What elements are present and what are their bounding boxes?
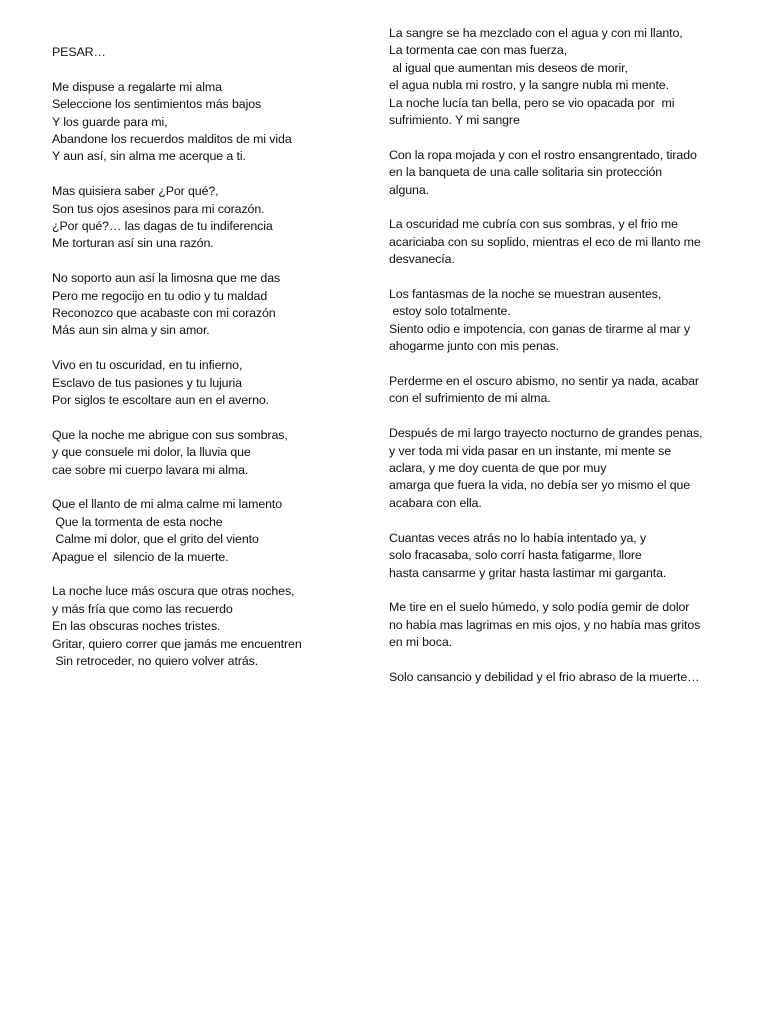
text-line: Seleccione los sentimientos más bajos — [52, 97, 262, 112]
text-line: cae sobre mi cuerpo lavara mi alma. — [52, 462, 249, 477]
text-line: el agua nubla mi rostro, y la sangre nubla mi mente. — [389, 78, 669, 93]
text-line: Sin retroceder, no quiero volver atrás. — [52, 654, 259, 669]
stanza-gap — [389, 356, 729, 373]
right-stanza — [389, 530, 729, 582]
left-stanza — [52, 427, 362, 479]
stanza-gap — [389, 652, 729, 669]
right-stanza — [389, 147, 729, 199]
text-line: Abandone los recuerdos malditos de mi vida — [52, 132, 292, 147]
text-line: con el sufrimiento de mi alma. — [389, 391, 551, 406]
text-line: Solo cansancio y debilidad y el frio abraso de la muerte… — [389, 669, 700, 684]
left-column — [52, 44, 362, 671]
text-line: al igual que aumentan mis deseos de morir, — [389, 60, 628, 75]
text-line: La oscuridad me cubría con sus sombras, y el frio me — [389, 217, 678, 232]
stanza-gap — [52, 409, 362, 426]
text-line: Vivo en tu oscuridad, en tu infierno, — [52, 358, 243, 373]
text-line: Me torturan así sin una razón. — [52, 236, 214, 251]
text-line: acariciaba con su soplido, mientras el eco de mi llanto me — [389, 234, 701, 249]
text-line: Me dispuse a regalarte mi alma — [52, 79, 222, 94]
left-stanza — [52, 270, 362, 340]
text-line: hasta cansarme y gritar hasta lastimar mi garganta. — [389, 565, 667, 580]
text-line: Perderme en el oscuro abismo, no sentir ya nada, acabar — [389, 374, 699, 389]
text-line: solo fracasaba, solo corrí hasta fatigarme, llore — [389, 548, 642, 563]
text-line: La tormenta cae con mas fuerza, — [389, 43, 568, 58]
left-stanza — [52, 583, 362, 670]
text-line: Mas quisiera saber ¿Por qué?, — [52, 184, 219, 199]
text-line: Son tus ojos asesinos para mi corazón. — [52, 201, 265, 216]
text-line: Que la noche me abrigue con sus sombras, — [52, 427, 288, 442]
stanza-gap — [389, 512, 729, 529]
text-line: ¿Por qué?… las dagas de tu indiferencia — [52, 219, 273, 234]
text-line: Después de mi largo trayecto nocturno de grandes penas, — [389, 426, 703, 441]
text-line: y más fría que como las recuerdo — [52, 601, 233, 616]
left-stanza — [52, 183, 362, 253]
text-line: Los fantasmas de la noche se muestran ausentes, — [389, 287, 662, 302]
stanza-gap — [52, 253, 362, 270]
text-line: En las obscuras noches tristes. — [52, 619, 221, 634]
text-line: acabara con ella. — [389, 495, 482, 510]
text-line: La noche luce más oscura que otras noches, — [52, 584, 295, 599]
right-stanza — [389, 425, 729, 512]
text-line: Pero me regocijo en tu odio y tu maldad — [52, 288, 268, 303]
stanza-gap — [389, 582, 729, 599]
right-stanza — [389, 599, 729, 651]
text-line: amarga que fuera la vida, no debía ser yo mismo el que — [389, 478, 691, 493]
text-line: en mi boca. — [389, 635, 452, 650]
text-line: Gritar, quiero correr que jamás me encuentren — [52, 636, 302, 651]
text-line: aclara, y me doy cuenta de que por muy — [389, 461, 607, 476]
text-line: Más aun sin alma y sin amor. — [52, 323, 210, 338]
left-stanza — [52, 79, 362, 166]
text-line: La noche lucía tan bella, pero se vio opacada por mi — [389, 95, 675, 110]
right-stanza — [389, 373, 729, 408]
stanza-gap — [52, 61, 362, 78]
stanza-gap — [52, 340, 362, 357]
text-line: Y aun así, sin alma me acerque a ti. — [52, 149, 246, 164]
poem-title: PESAR… — [52, 45, 106, 59]
stanza-gap — [389, 199, 729, 216]
text-line: sufrimiento. Y mi sangre — [389, 113, 520, 128]
text-line: Esclavo de tus pasiones y tu lujuria — [52, 375, 242, 390]
right-stanza — [389, 216, 729, 268]
text-line: La sangre se ha mezclado con el agua y con mi llanto, — [389, 26, 683, 40]
text-line: No soporto aun así la limosna que me das — [52, 271, 281, 286]
stanza-gap — [389, 269, 729, 286]
text-line: Cuantas veces atrás no lo había intentado ya, y — [389, 530, 647, 545]
stanza-gap — [52, 166, 362, 183]
text-line: Me tire en el suelo húmedo, y solo podía gemir de dolor — [389, 600, 690, 615]
stanza-gap — [389, 129, 729, 146]
text-line: Que la tormenta de esta noche — [52, 514, 223, 529]
left-stanza — [52, 496, 362, 566]
text-line: en la banqueta de una calle solitaria sin protección — [389, 165, 663, 180]
text-line: Por siglos te escoltare aun en el averno. — [52, 393, 269, 408]
text-line: Y los guarde para mi, — [52, 114, 168, 129]
text-line: ahogarme junto con mis penas. — [389, 339, 559, 354]
text-line: y ver toda mi vida pasar en un instante, mi mente se — [389, 443, 671, 458]
right-stanza — [389, 286, 729, 356]
right-stanza — [389, 669, 729, 686]
stanza-gap — [52, 566, 362, 583]
right-column — [389, 25, 729, 686]
right-stanza — [389, 25, 729, 129]
text-line: Siento odio e impotencia, con ganas de tirarme al mar y — [389, 321, 690, 336]
text-line: no había mas lagrimas en mis ojos, y no había mas gritos — [389, 617, 701, 632]
text-line: alguna. — [389, 182, 429, 197]
text-line: Reconozco que acabaste con mi corazón — [52, 306, 276, 321]
text-line: y que consuele mi dolor, la lluvia que — [52, 445, 251, 460]
text-line: Con la ropa mojada y con el rostro ensangrentado, tirado — [389, 147, 697, 162]
text-line: Calme mi dolor, que el grito del viento — [52, 532, 259, 547]
text-line: Que el llanto de mi alma calme mi lamento — [52, 497, 283, 512]
text-line: Apague el silencio de la muerte. — [52, 549, 229, 564]
stanza-gap — [389, 408, 729, 425]
text-line: desvanecía. — [389, 252, 455, 267]
stanza-gap — [52, 479, 362, 496]
text-line: estoy solo totalmente. — [389, 304, 511, 319]
left-stanza — [52, 357, 362, 409]
